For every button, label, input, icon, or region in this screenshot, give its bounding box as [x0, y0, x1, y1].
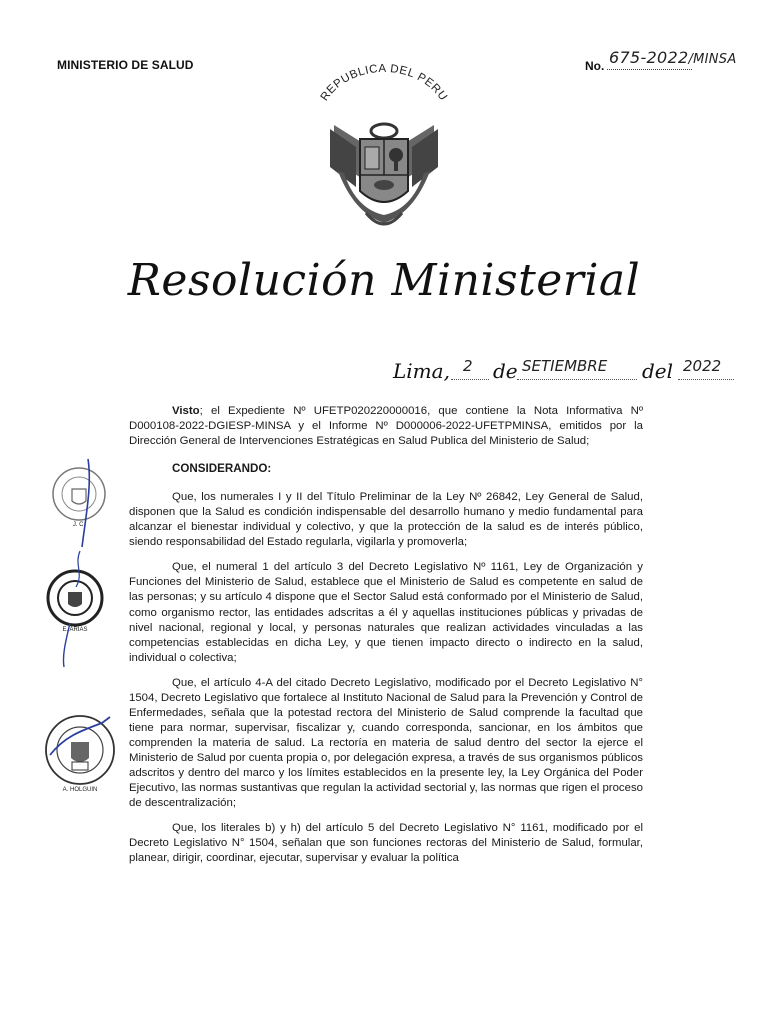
ministry-header: MINISTERIO DE SALUD: [57, 58, 194, 72]
date-city: Lima,: [393, 359, 450, 383]
coat-of-arms-icon: [304, 63, 464, 235]
number-label: No.: [585, 59, 605, 73]
dateline: [393, 357, 738, 387]
paragraph-2: Que, el numeral 1 del artículo 3 del Decreto Legislativo Nº 1161, Ley de Organización y Funciones del Ministerio de Salud, establece que el Ministerio de Salud es competente en salud de las personas; y su artículo 4 dispone que el Sector Salud está conformado por el Ministerio de Salud, como organismo rector, las entidades adscritas a él y aquellas instituciones públicas y privadas de nivel nacional, regional y local, y personas naturales que realizan actividades vinculadas a las competencias establecidas en dicha Ley, y que tienen impacto directo o indirecto en la salud, individual o colectiva;: [129, 561, 643, 664]
stamp-1-caption: J. C.: [72, 522, 86, 528]
date-dots-day: [451, 379, 489, 380]
document-title: Resolución Ministerial: [127, 255, 641, 306]
resolution-number: [585, 46, 765, 76]
number-dotted-line: [607, 69, 692, 70]
considerando-heading: CONSIDERANDO:: [172, 462, 272, 476]
number-suffix: /MINSA: [688, 52, 737, 67]
visto-label: Visto: [172, 405, 200, 417]
signature-ink-strokes: [40, 455, 120, 785]
resolution-body: [129, 404, 643, 876]
stamp-3-caption: A. HOLGUIN: [62, 787, 98, 793]
crest-arc-text: REPUBLICA DEL PERU: [318, 63, 450, 104]
date-month: SETIEMBRE: [522, 357, 608, 375]
visto-text: ; el Expediente Nº UFETP020220000016, que contiene la Nota Informativa Nº D000108-2022-DGIESP-MINSA y el Informe Nº D000006-2022-UFETPMINSA, emitidos por la Dirección General de Intervenciones Estratégicas en Salud Publica del Ministerio de Salud;: [129, 405, 643, 448]
svg-text:REPUBLICA DEL PERU: [319, 63, 450, 103]
paragraph-4: Que, los literales b) y h) del artículo 5 del Decreto Legislativo N° 1161, modificado por el Decreto Legislativo N° 1504, señalan que son funciones rectoras del Ministerio de Salud, formular, planear, dirigir, coordinar, ejecutar, supervisar y evaluar la política: [129, 822, 643, 865]
paragraph-1: Que, los numerales I y II del Título Preliminar de la Ley Nº 26842, Ley General de Salud, disponen que la Salud es condición indispensable del desarrollo humano y medio fundamental para alcanzar el bienestar individual y colectivo, y que la protección de la salud es de interés público, siendo responsabilidad del Estado regularla, vigilarla y promoverla;: [129, 491, 643, 549]
stamp-2-caption: E. ARIAS: [62, 627, 88, 633]
date-dots-year: [678, 379, 734, 380]
date-year: 2022: [683, 357, 722, 375]
paragraph-3: Que, el artículo 4-A del citado Decreto Legislativo, modificado por el Decreto Legislativo N° 1504, Decreto Legislativo que fortalece al Instituto Nacional de Salud para la Prevención y Control de Enfermedades, señala que la potestad rectora del Ministerio de Salud comprende la facultad que tiene para normar, supervisar, fiscalizar y, cuando corresponda, sancionar, en los ámbitos que comprenden la materia de salud. La rectoría en materia de salud dentro del sector la ejerce el Ministerio de Salud por cuenta propia o, por delegación expresa, a través de sus organismos públicos adscritos y dentro del marco y los límites establecidos en la presente ley, la Ley Orgánica del Poder Ejecutivo, las normas sustantivas que regulan la actividad sectorial y, las normas que rigen el proceso de descentralización;: [129, 676, 643, 810]
date-day: 2: [463, 357, 473, 375]
number-main: 675-2022: [609, 48, 689, 67]
number-handwritten: [609, 48, 737, 67]
date-de: de: [493, 359, 518, 383]
date-del: del: [642, 359, 674, 383]
visto-paragraph: [129, 404, 643, 449]
date-dots-month: [517, 379, 637, 380]
